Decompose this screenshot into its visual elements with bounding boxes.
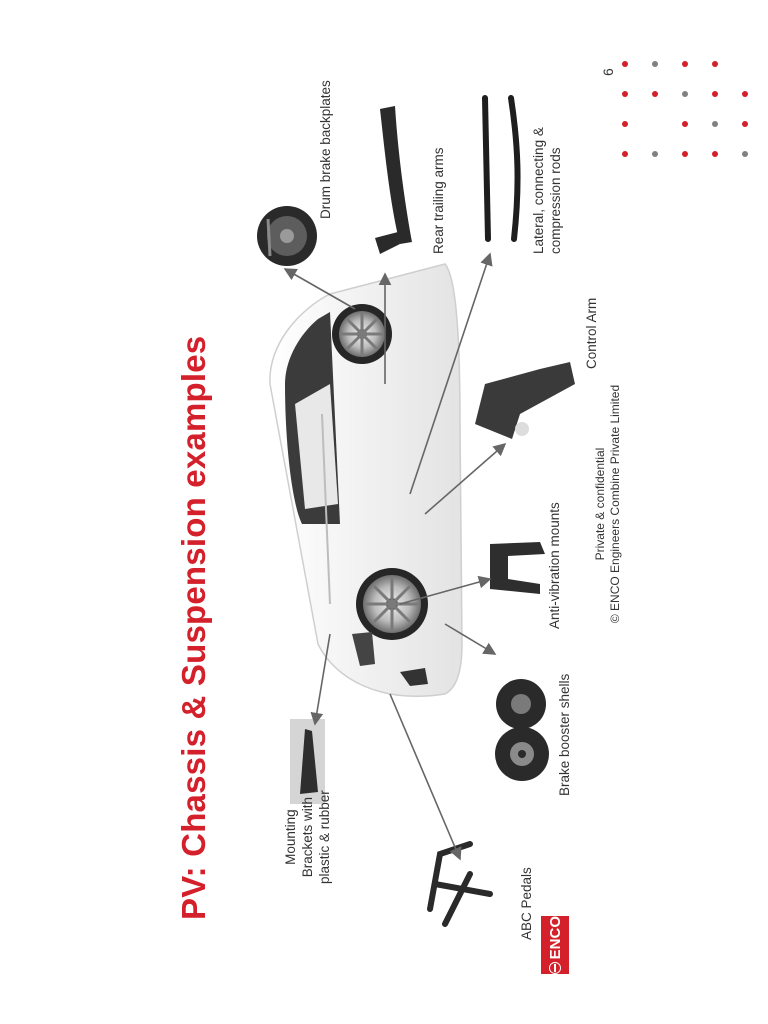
footer [593, 364, 623, 644]
label-mounting-brackets [282, 790, 333, 884]
page-number: 6 [600, 68, 616, 76]
footer-line2: © ENCO Engineers Combine Private Limited [608, 384, 622, 624]
enco-logo-mark-icon [549, 962, 561, 974]
label-abc-pedals: ABC Pedals [519, 867, 534, 940]
label-rear-trailing-arms: Rear trailing arms [431, 147, 446, 254]
slide-title: PV: Chassis & Suspension examples [175, 335, 212, 920]
label-mounting-line2: Brackets with [300, 796, 315, 878]
label-lateral-line2: compression rods [548, 147, 563, 254]
label-mounting-line1: Mounting [283, 809, 298, 865]
enco-logo [541, 916, 569, 974]
label-lateral-line1: Lateral, connecting & [531, 127, 546, 254]
label-lateral-rods [530, 127, 564, 254]
label-anti-vibration: Anti-vibration mounts [547, 502, 562, 629]
label-control-arm: Control Arm [584, 297, 599, 369]
label-mounting-line3: plastic & rubber [317, 790, 332, 884]
label-drum-brake: Drum brake backplates [318, 80, 333, 219]
enco-logo-text: ENCO [546, 916, 564, 960]
label-brake-booster: Brake booster shells [557, 673, 572, 796]
footer-line1: Private & confidential [593, 447, 607, 561]
